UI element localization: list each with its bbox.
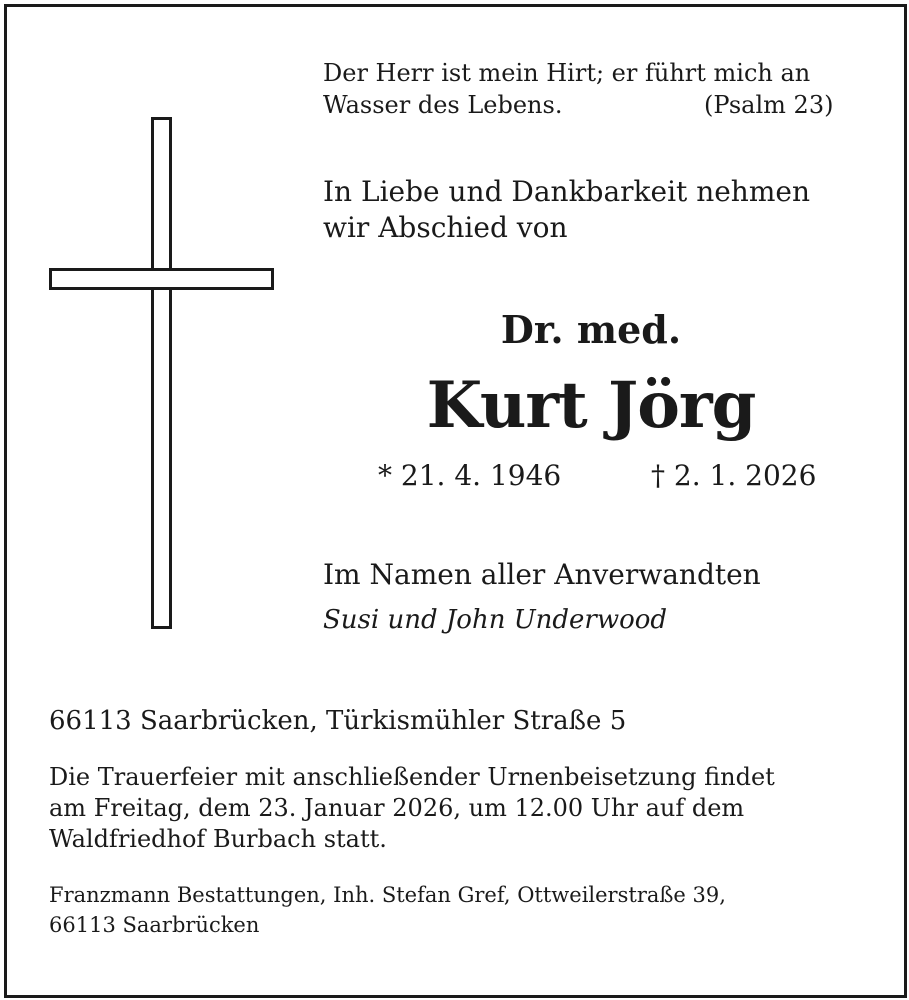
birth-date: * 21. 4. 1946 (378, 459, 562, 492)
signoff-text: Im Namen aller Anverwandten (323, 558, 761, 591)
deceased-name: Kurt Jörg (426, 368, 756, 443)
psalm-reference: (Psalm 23) (704, 91, 834, 119)
family-names: Susi und John Underwood (323, 605, 668, 635)
intro-line-1: In Liebe und Dankbarkeit nehmen (323, 175, 810, 208)
intro-line-2: wir Abschied von (323, 211, 568, 244)
ceremony-details (49, 762, 775, 855)
cross-joint (154, 271, 169, 287)
undertaker-line-1: Franzmann Bestattungen, Inh. Stefan Gref, Ottweilerstraße 39, (49, 883, 726, 907)
undertaker-info (49, 880, 726, 940)
ceremony-line-3: Waldfriedhof Burbach statt. (49, 825, 387, 853)
farewell-intro (323, 174, 810, 246)
psalm-line-2: Wasser des Lebens. (323, 91, 563, 119)
undertaker-line-2: 66113 Saarbrücken (49, 913, 260, 937)
ceremony-line-2: am Freitag, dem 23. Januar 2026, um 12.00 Uhr auf dem (49, 794, 745, 822)
ceremony-line-1: Die Trauerfeier mit anschließender Urnenbeisetzung findet (49, 763, 775, 791)
cross-vertical-beam (151, 117, 172, 629)
psalm-line-1: Der Herr ist mein Hirt; er führt mich an (323, 59, 811, 87)
death-date: † 2. 1. 2026 (651, 459, 817, 492)
deceased-title: Dr. med. (500, 307, 682, 352)
family-address: 66113 Saarbrücken, Türkismühler Straße 5 (49, 706, 627, 736)
